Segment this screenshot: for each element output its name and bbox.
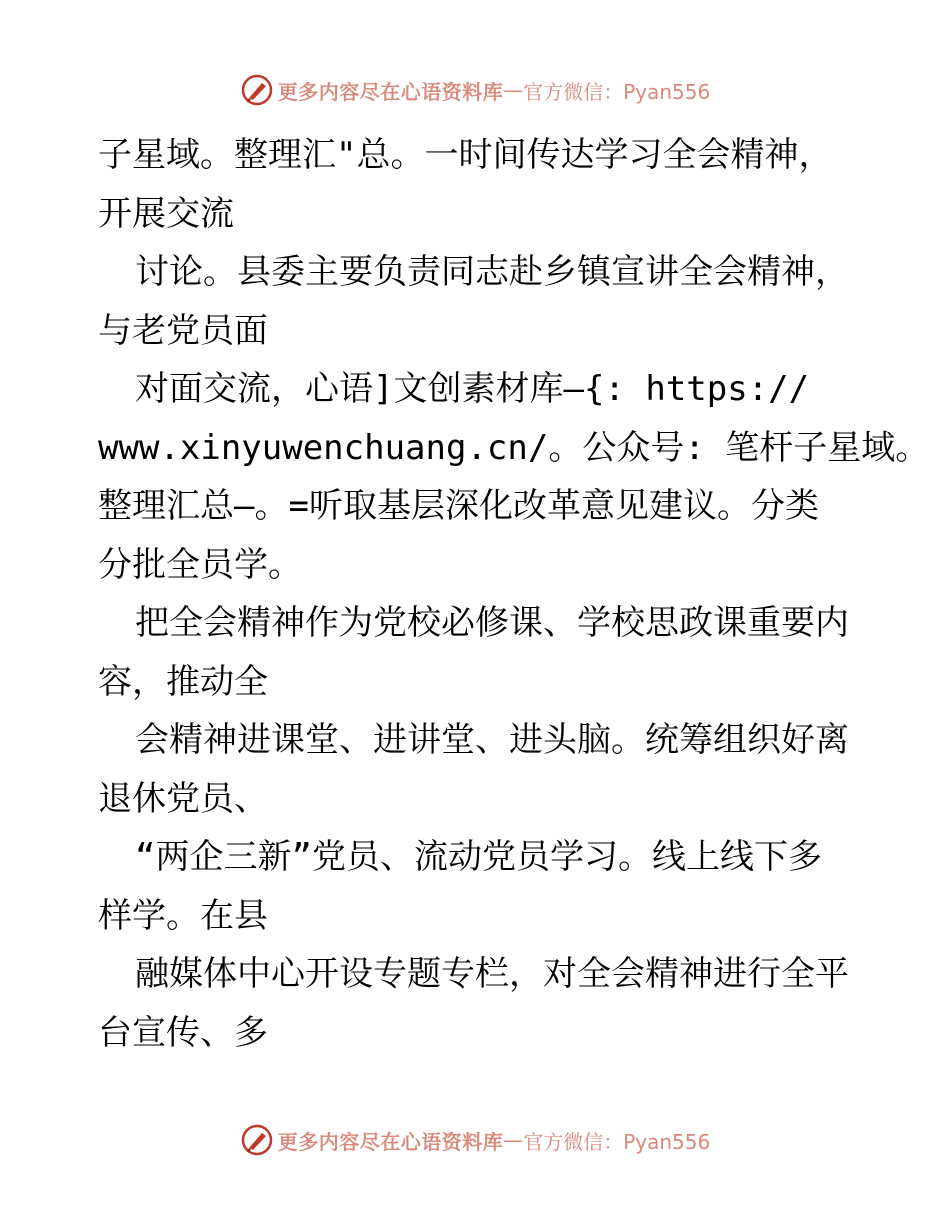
body-line: 退休党员、 (98, 778, 268, 819)
body-line: 样学。在县 (98, 895, 268, 936)
body-line: 台宣传、多 (98, 1012, 268, 1053)
pen-logo-icon (240, 1123, 274, 1157)
pen-logo-icon (240, 73, 274, 107)
header-banner-title: 更多内容尽在心语资料库 (277, 79, 504, 104)
footer-banner-wechat: 官方微信：Pyan556 (523, 1129, 711, 1154)
body-line: 对面交流，心语]文创素材库—{: https:// (135, 369, 810, 409)
body-line: 容，推动全 (98, 661, 268, 702)
body-line: 会精神进课堂、进讲堂、进头脑。统筹组织好离 (135, 720, 849, 760)
header-banner-wechat: 官方微信：Pyan556 (523, 79, 711, 104)
body-line: 整理汇总—。=听取基层深化改革意见建议。分类 (98, 486, 819, 526)
body-line: 子星域。整理汇"总。一时间传达学习全会精神， (98, 135, 833, 175)
body-line: 与老党员面 (98, 310, 268, 351)
header-banner-dash: — (503, 78, 524, 102)
footer-banner-dash: — (503, 1128, 524, 1152)
document-body (98, 126, 930, 1062)
body-line: www.xinyuwenchuang.cn/。公众号: 笔杆子星域。 (98, 427, 930, 468)
body-line: “两企三新”党员、流动党员学习。线上线下多 (135, 837, 822, 877)
footer-banner-title: 更多内容尽在心语资料库 (277, 1129, 504, 1154)
body-line: 融媒体中心开设专题专栏，对全会精神进行全平 (135, 954, 849, 994)
body-line: 讨论。县委主要负责同志赴乡镇宣讲全会精神， (135, 252, 849, 292)
body-line: 分批全员学。 (98, 544, 302, 585)
header-watermark-banner (0, 70, 950, 110)
footer-watermark-banner (0, 1120, 950, 1160)
body-line: 开展交流 (98, 193, 234, 234)
body-line: 把全会精神作为党校必修课、学校思政课重要内 (135, 603, 849, 643)
